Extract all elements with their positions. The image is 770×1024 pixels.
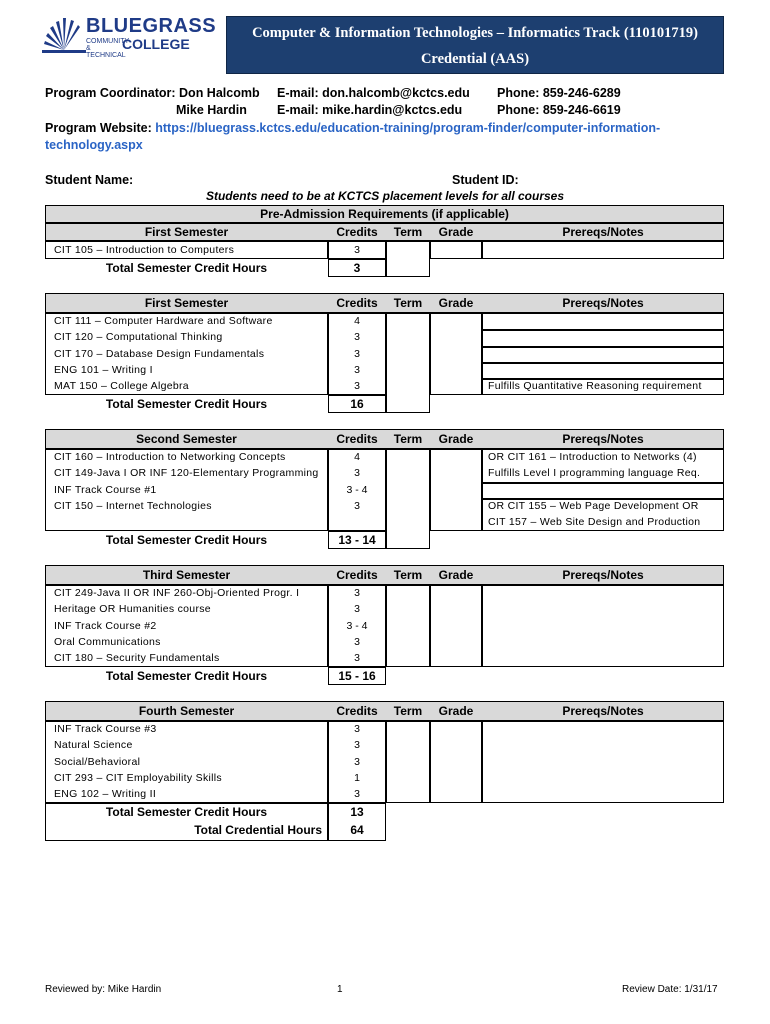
course-name: MAT 150 – College Algebra <box>54 380 189 392</box>
logo-small-text: COMMUNITY & TECHNICAL <box>86 38 130 59</box>
course-name: ENG 102 – Writing II <box>54 788 157 800</box>
website-link[interactable]: https://bluegrass.kctcs.edu/education-training/program-finder/computer-information- <box>155 121 661 135</box>
credits-heading: Credits <box>336 704 378 718</box>
course-credits: 3 <box>354 331 360 343</box>
website-row <box>45 121 660 135</box>
fourth-semester-table <box>45 701 724 841</box>
grade-column[interactable] <box>430 449 482 531</box>
credential-total-label: Total Credential Hours <box>194 823 322 837</box>
course-credits: 3 <box>354 244 360 256</box>
notes-column <box>482 721 724 803</box>
term-heading: Term <box>393 568 423 582</box>
course-name: Oral Communications <box>54 636 161 648</box>
course-name: Social/Behavioral <box>54 756 141 768</box>
credits-heading: Credits <box>336 568 378 582</box>
total-label: Total Semester Credit Hours <box>105 805 268 819</box>
term-heading: Term <box>393 225 423 239</box>
notes-line <box>482 330 724 347</box>
sunburst-logo-icon <box>42 14 86 54</box>
third-semester-table <box>45 565 724 685</box>
notes-heading: Prereqs/Notes <box>562 296 644 310</box>
term-column[interactable] <box>386 585 430 667</box>
notes-line <box>482 313 724 330</box>
email-2: E-mail: mike.hardin@kctcs.edu <box>277 103 463 117</box>
course-credits: 3 - 4 <box>346 484 368 496</box>
course-name: CIT 170 – Database Design Fundamentals <box>54 348 265 360</box>
course-credits: 3 <box>354 587 360 599</box>
course-credits: 1 <box>354 772 360 784</box>
reviewed-by: Reviewed by: Mike Hardin <box>45 984 162 995</box>
total-label: Total Semester Credit Hours <box>105 261 268 275</box>
notes-line <box>482 363 724 379</box>
semester-heading: Fourth Semester <box>138 704 235 718</box>
college-logo <box>42 14 217 59</box>
total-value: 15 - 16 <box>338 669 376 683</box>
course-credits: 4 <box>354 451 360 463</box>
course-name: INF Track Course #2 <box>54 620 157 632</box>
grade-heading: Grade <box>438 296 474 310</box>
total-label: Total Semester Credit Hours <box>105 533 268 547</box>
email-1: E-mail: don.halcomb@kctcs.edu <box>277 86 470 100</box>
credits-heading: Credits <box>336 432 378 446</box>
course-credits: 3 <box>354 348 360 360</box>
course-credits: 3 <box>354 380 360 392</box>
credits-heading: Credits <box>336 225 378 239</box>
course-credits: 3 <box>354 467 360 479</box>
term-heading: Term <box>393 296 423 310</box>
term-heading: Term <box>393 704 423 718</box>
page-number: 1 <box>337 984 343 995</box>
term-column[interactable] <box>386 721 430 803</box>
notes-heading: Prereqs/Notes <box>562 432 644 446</box>
term-cell[interactable] <box>386 241 430 277</box>
total-value: 13 - 14 <box>338 533 376 547</box>
course-name: INF Track Course #3 <box>54 723 157 735</box>
course-name: CIT 180 – Security Fundamentals <box>54 652 220 664</box>
grade-cell[interactable] <box>430 241 482 259</box>
second-semester-table <box>45 429 724 549</box>
total-label: Total Semester Credit Hours <box>105 669 268 683</box>
preadmission-title-bar <box>45 205 724 223</box>
course-name: CIT 293 – CIT Employability Skills <box>54 772 222 784</box>
semester-heading: Second Semester <box>136 432 237 446</box>
total-label: Total Semester Credit Hours <box>105 397 268 411</box>
website-link-line2[interactable]: technology.aspx <box>45 138 143 152</box>
course-name: CIT 149-Java I OR INF 120-Elementary Programming <box>54 467 319 479</box>
phone-2: Phone: 859-246-6619 <box>497 103 621 117</box>
grade-heading: Grade <box>438 704 474 718</box>
credential-title: Credential (AAS) <box>420 51 530 67</box>
coordinator-2: Mike Hardin <box>176 103 247 117</box>
semester-heading: First Semester <box>144 225 229 239</box>
term-column[interactable] <box>386 313 430 413</box>
notes-cell <box>482 241 724 259</box>
course-note: CIT 157 – Web Site Design and Production <box>488 516 701 528</box>
course-credits: 3 <box>354 603 360 615</box>
course-name: CIT 105 – Introduction to Computers <box>54 244 235 256</box>
logo-wordmark-bottom: COLLEGE <box>122 36 190 52</box>
course-credits: 3 <box>354 723 360 735</box>
course-name: CIT 249-Java II OR INF 260-Obj-Oriented Progr. I <box>54 587 300 599</box>
course-credits: 3 <box>354 652 360 664</box>
review-date: Review Date: 1/31/17 <box>622 984 718 995</box>
student-name-label: Student Name: <box>45 173 134 187</box>
course-name: Heritage OR Humanities course <box>54 603 211 615</box>
course-name: CIT 120 – Computational Thinking <box>54 331 223 343</box>
course-credits: 3 <box>354 756 360 768</box>
grade-heading: Grade <box>438 225 474 239</box>
notes-line <box>482 347 724 363</box>
course-credits: 4 <box>354 315 360 327</box>
program-title: Computer & Information Technologies – Informatics Track (110101719) <box>252 25 698 41</box>
credential-total-value: 64 <box>350 823 364 837</box>
logo-wordmark-top: BLUEGRASS <box>86 15 217 37</box>
course-note: OR CIT 161 – Introduction to Networks (4) <box>488 451 697 463</box>
course-note: OR CIT 155 – Web Page Development OR <box>488 500 699 512</box>
course-credits: 3 - 4 <box>346 620 368 632</box>
student-id-label: Student ID: <box>452 173 519 187</box>
course-credits: 3 <box>354 500 360 512</box>
total-value: 13 <box>350 805 364 819</box>
grade-column[interactable] <box>430 313 482 395</box>
grade-column[interactable] <box>430 585 482 667</box>
course-note: Fulfills Level I programming language Req. <box>488 467 701 479</box>
semester-heading: First Semester <box>144 296 229 310</box>
course-credits: 3 <box>354 636 360 648</box>
grade-heading: Grade <box>438 568 474 582</box>
notes-heading: Prereqs/Notes <box>562 704 644 718</box>
website-label: Program Website: <box>45 121 152 135</box>
notes-column <box>482 585 724 667</box>
preadmission-title: Pre-Admission Requirements (if applicable) <box>260 207 509 221</box>
course-name: ENG 101 – Writing I <box>54 364 153 376</box>
course-name: INF Track Course #1 <box>54 484 157 496</box>
notes-heading: Prereqs/Notes <box>562 225 644 239</box>
title-banner <box>226 16 724 74</box>
course-credits: 3 <box>354 364 360 376</box>
notes-block <box>482 483 724 499</box>
course-name: CIT 160 – Introduction to Networking Concepts <box>54 451 286 463</box>
course-name: Natural Science <box>54 739 133 751</box>
term-heading: Term <box>393 432 423 446</box>
credits-heading: Credits <box>336 296 378 310</box>
total-value: 3 <box>353 261 361 275</box>
grade-heading: Grade <box>438 432 474 446</box>
course-credits: 3 <box>354 788 360 800</box>
course-name: CIT 111 – Computer Hardware and Software <box>54 315 273 327</box>
first-semester-table <box>45 293 724 413</box>
website-link-cont[interactable] <box>45 138 143 152</box>
notes-heading: Prereqs/Notes <box>562 568 644 582</box>
grade-column[interactable] <box>430 721 482 803</box>
coordinator-label: Program Coordinator: Don Halcomb <box>45 86 260 100</box>
course-credits: 3 <box>354 739 360 751</box>
total-value: 16 <box>350 397 364 411</box>
semester-heading: Third Semester <box>142 568 231 582</box>
phone-1: Phone: 859-246-6289 <box>497 86 621 100</box>
preadmission-table <box>45 205 724 277</box>
course-note: Fulfills Quantitative Reasoning requirement <box>488 380 702 392</box>
term-column[interactable] <box>386 449 430 549</box>
placement-note: Students need to be at KCTCS placement levels for all courses <box>205 189 565 203</box>
course-name: CIT 150 – Internet Technologies <box>54 500 212 512</box>
